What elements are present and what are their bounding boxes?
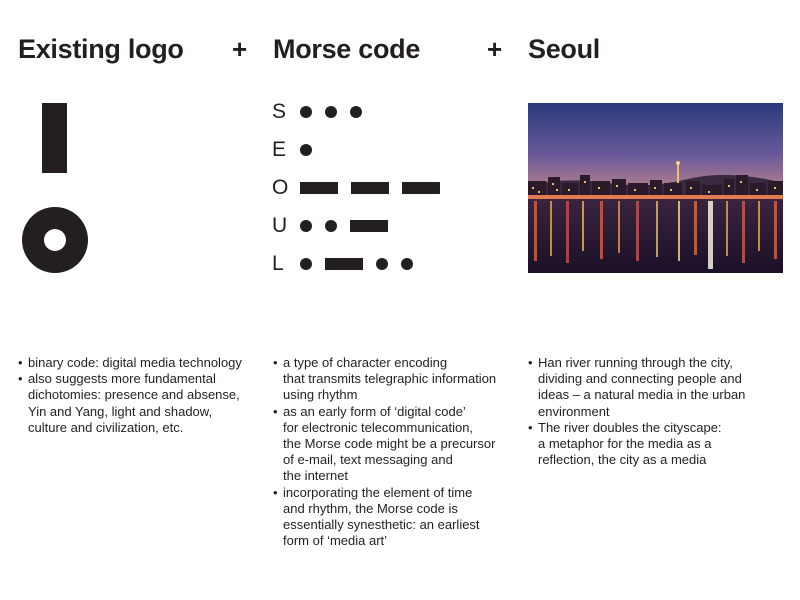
heading-existing-logo: Existing logo: [18, 34, 184, 64]
seoul-notes: [528, 355, 745, 468]
seoul-han-river-photo: [528, 103, 783, 273]
morse-letter: U: [272, 214, 288, 237]
note-item: • a type of character encoding that transmits telegraphic information using rhythm: [273, 355, 496, 404]
morse-letter: O: [272, 176, 289, 199]
heading-morse-code: Morse code: [273, 34, 421, 64]
morse-dash: [300, 182, 338, 194]
morse-dot: [325, 106, 337, 118]
note-item: • The river doubles the cityscape: a metaphor for the media as a reflection, the city as a media: [528, 420, 745, 469]
note-item: • Han river running through the city, dividing and connecting people and ideas – a natural media in the urban environment: [528, 355, 745, 420]
note-item: • binary code: digital media technology: [18, 355, 242, 371]
existing-logo-notes: [18, 355, 242, 436]
morse-dash: [351, 182, 389, 194]
morse-dot: [300, 258, 312, 270]
note-item: • incorporating the element of time and rhythm, the Morse code is essentially synesthetic: an earliest form of ‘media art’: [273, 485, 496, 550]
morse-dot: [300, 106, 312, 118]
morse-dot: [300, 220, 312, 232]
morse-code-notes: [273, 355, 496, 549]
logo-bar-one: [42, 103, 67, 173]
logo-ring-zero: [22, 207, 88, 273]
morse-dot: [401, 258, 413, 270]
morse-dash: [350, 220, 388, 232]
morse-dot: [376, 258, 388, 270]
note-item: • as an early form of ‘digital code’ for electronic telecommunication, the Morse code might be a precursor of e-mail, text messaging and the internet: [273, 404, 496, 485]
morse-dot: [325, 220, 337, 232]
plus-sign: +: [487, 34, 503, 64]
morse-dot: [350, 106, 362, 118]
morse-dash: [325, 258, 363, 270]
morse-dot: [300, 144, 312, 156]
plus-sign: +: [232, 34, 248, 64]
morse-letter: L: [272, 252, 284, 275]
morse-dash: [402, 182, 440, 194]
heading-seoul: Seoul: [528, 34, 601, 64]
note-item: • also suggests more fundamental dichotomies: presence and absense, Yin and Yang, light and shadow, culture and civilization, etc.: [18, 371, 242, 436]
morse-letter: E: [272, 138, 287, 161]
morse-letter: S: [272, 100, 287, 123]
